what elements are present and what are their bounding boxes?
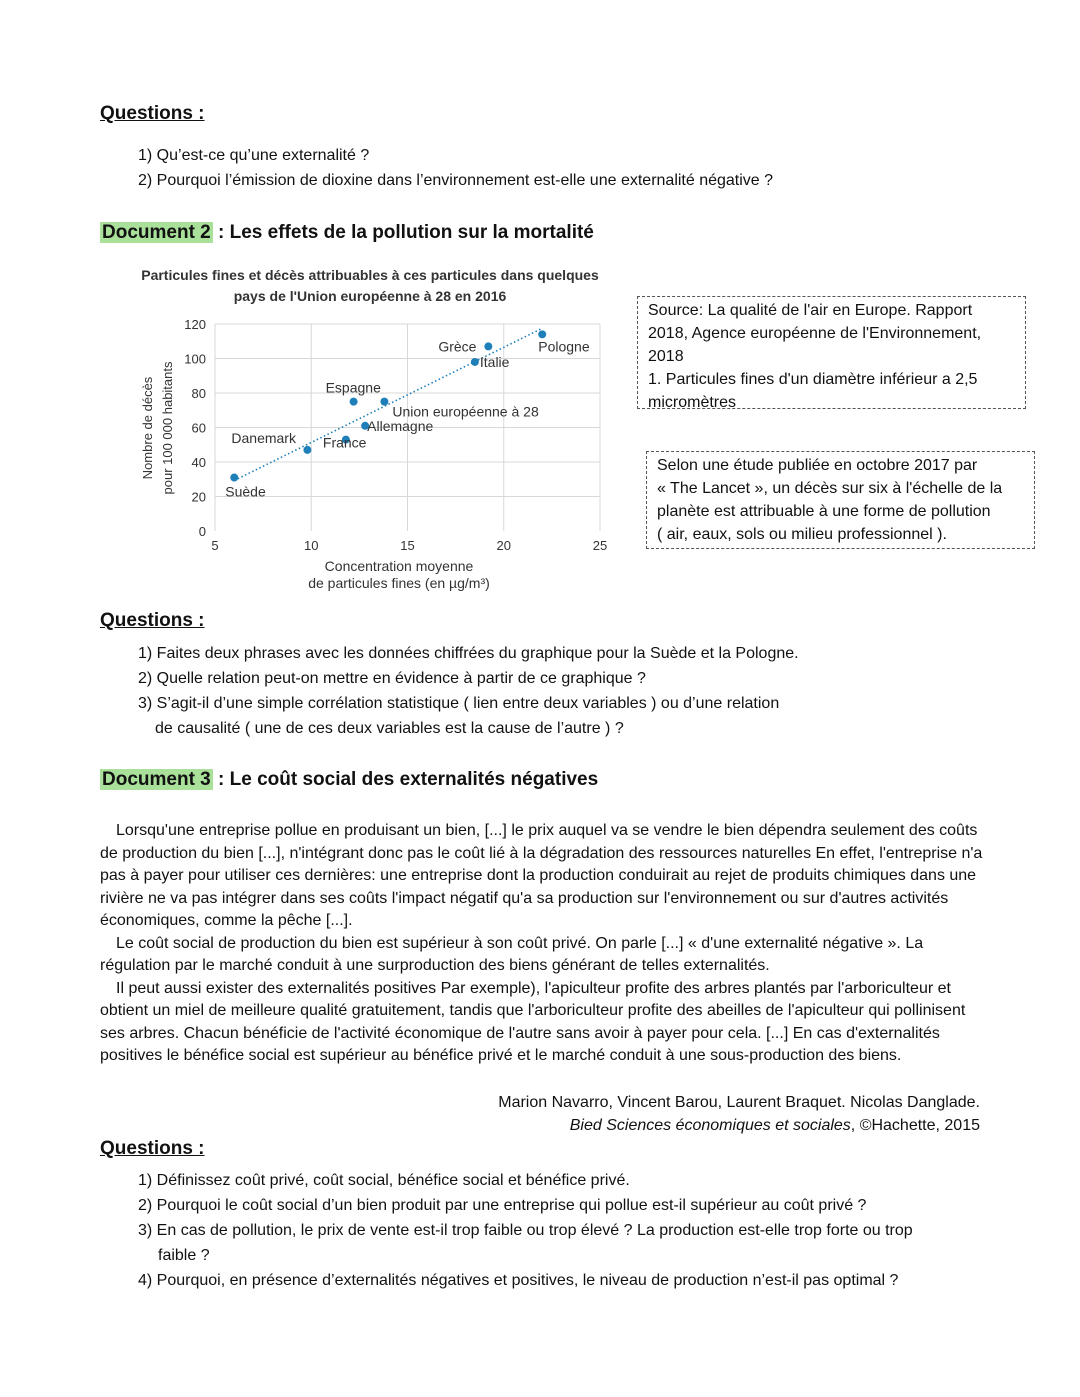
y-tick-label: 40 (191, 455, 206, 470)
y-tick-labels (184, 317, 206, 539)
y-tick-label: 0 (198, 524, 206, 539)
x-tick-labels (211, 538, 607, 553)
y-axis-label-line-1: Nombre de décès (140, 376, 155, 480)
source-line: 2018, Agence européenne de l'Environnement, (648, 325, 982, 342)
point-label: France (322, 434, 367, 451)
question-item: 2) Pourquoi l’émission de dioxine dans l’environnement est-elle une externalité négative ? (138, 172, 774, 189)
questions-heading-1: Questions : (100, 103, 205, 124)
credit-authors: Marion Navarro, Vincent Barou, Laurent Braquet. Nicolas Danglade. (498, 1094, 980, 1111)
document-2-title: : Les effets de la pollution sur la mortalité (212, 222, 594, 243)
question-item: 3) En cas de pollution, le prix de vente est-il trop faible ou trop élevé ? La production est-elle trop forte ou trop (138, 1222, 913, 1239)
y-tick-label: 60 (191, 420, 206, 436)
document-3-text (100, 820, 985, 1068)
point-label: Pologne (538, 338, 590, 355)
question-item: 3) S’agit-il d’une simple corrélation statistique ( lien entre deux variables ) ou d’une relation (138, 695, 780, 712)
questions-heading-2: Questions : (100, 610, 205, 631)
question-item: 1) Faites deux phrases avec les données chiffrées du graphique pour la Suède et la Pologne. (138, 645, 799, 662)
x-tick-label: 10 (304, 538, 319, 553)
source-line: 1. Particules fines d'un diamètre inférieur a 2,5 (648, 371, 978, 388)
point-label: Italie (479, 353, 510, 370)
question-item: 2) Quelle relation peut-on mettre en évidence à partir de ce graphique ? (138, 670, 646, 687)
x-axis-label-line-2: de particules fines (en µg/m³) (308, 575, 490, 591)
chart-title-line-2: pays de l'Union européenne à 28 en 2016 (233, 288, 507, 304)
document-3-label: Document 3 (102, 769, 211, 790)
lancet-line: planète est attribuable à une forme de pollution (657, 503, 991, 520)
data-point (303, 446, 311, 454)
lancet-line: « The Lancet », un décès sur six à l'échelle de la (657, 480, 1003, 497)
data-point (538, 330, 546, 338)
questions-list-3 (138, 1168, 913, 1293)
lancet-box (646, 451, 1035, 549)
question-item: faible ? (158, 1247, 210, 1264)
point-label: Union européenne à 28 (392, 403, 539, 420)
source-line: Source: La qualité de l'air en Europe. Rapport (648, 302, 973, 319)
question-item: de causalité ( une de ces deux variables est la cause de l’autre ) ? (155, 720, 624, 737)
document-2-label: Document 2 (102, 222, 211, 243)
source-line: micromètres (648, 394, 737, 411)
question-item: 2) Pourquoi le coût social d’un bien produit par une entreprise qui pollue est-il supérieur au coût privé ? (138, 1197, 867, 1214)
source-line: 2018 (648, 348, 684, 365)
point-label: Espagne (325, 379, 381, 396)
source-box (637, 296, 1026, 409)
paragraph: Il peut aussi exister des externalités positives Par exemple), l'apiculteur profite des arbres plantés par l'arboriculteur et obtient un miel de meilleure qualité gratuitement, tandis que l'arboriculteur profite des abeilles de l'apiculteur qui pollinisent ses arbres. Chacun bénéficie de l'activité économique de l'autre sans avoir à payer pour cela. [...] En cas d'externalités positives le bénéfice social est supérieur au bénéfice privé et le marché conduit à une sous-production des biens. (100, 979, 966, 1064)
point-label: Grèce (438, 338, 477, 355)
document-3-heading (100, 769, 598, 791)
scatter-chart (130, 310, 620, 600)
data-point (230, 474, 238, 482)
questions-heading-3: Questions : (100, 1138, 205, 1159)
questions-list-2 (138, 641, 799, 741)
document-3-credit (498, 1091, 980, 1137)
y-tick-label: 120 (184, 317, 206, 332)
point-label: Allemagne (367, 417, 434, 434)
publication-title: Bied Sciences économiques et sociales (569, 1117, 851, 1134)
lancet-line: Selon une étude publiée en octobre 2017 par (657, 457, 978, 474)
document-2-heading (100, 222, 594, 244)
point-label: Suède (225, 483, 266, 500)
data-point (380, 398, 388, 406)
y-axis-label-line-2: pour 100 000 habitants (160, 361, 175, 495)
questions-list-1 (138, 143, 773, 193)
x-tick-label: 20 (496, 538, 511, 553)
x-tick-label: 5 (211, 538, 219, 553)
point-label: Danemark (231, 429, 296, 446)
question-item: 1) Qu’est-ce qu’une externalité ? (138, 147, 370, 164)
question-item: 1) Définissez coût privé, coût social, bénéfice social et bénéfice privé. (138, 1172, 630, 1189)
question-item: 4) Pourquoi, en présence d’externalités négatives et positives, le niveau de production n’est-il pas optimal ? (138, 1272, 899, 1289)
x-tick-label: 15 (400, 538, 415, 553)
document-3-title: : Le coût social des externalités négatives (212, 769, 599, 790)
data-point (471, 358, 479, 366)
chart-title-line-1: Particules fines et décès attribuables à ces particules dans quelques (141, 267, 599, 283)
lancet-line: ( air, eaux, sols ou milieu professionnel ). (657, 526, 947, 543)
y-tick-label: 100 (184, 351, 206, 367)
paragraph: Le coût social de production du bien est supérieur à son coût privé. On parle [...] « d'une externalité négative ». La régulation par le marché conduit à une surproduction des biens générant de telles externalités. (100, 934, 924, 974)
data-point (484, 342, 492, 350)
x-axis-label-line-1: Concentration moyenne (324, 558, 474, 574)
y-tick-label: 20 (191, 489, 206, 505)
paragraph: Lorsqu'une entreprise pollue en produisant un bien, [...] le prix auquel va se vendre le bien dépendra seulement des coûts de production du bien [...], n'intégrant donc pas le coût lié à la dégradation des ressources naturelles En effet, l'entreprise n'a pas à payer pour utiliser ces dernières: une entreprise dont la production conduirait au rejet de produits chimiques dans une rivière ne va pas intégrer dans ses coûts l'impact négatif qu'a sa production sur l'environnement ou sur d'autres activités économiques, comme la pêche [...]. (100, 822, 983, 929)
publication-rest: , ©Hachette, 2015 (850, 1117, 980, 1134)
y-tick-label: 80 (191, 386, 206, 401)
x-tick-label: 25 (592, 538, 608, 553)
credit-publication (498, 1114, 980, 1137)
data-point (350, 398, 358, 406)
chart-title (120, 265, 620, 307)
